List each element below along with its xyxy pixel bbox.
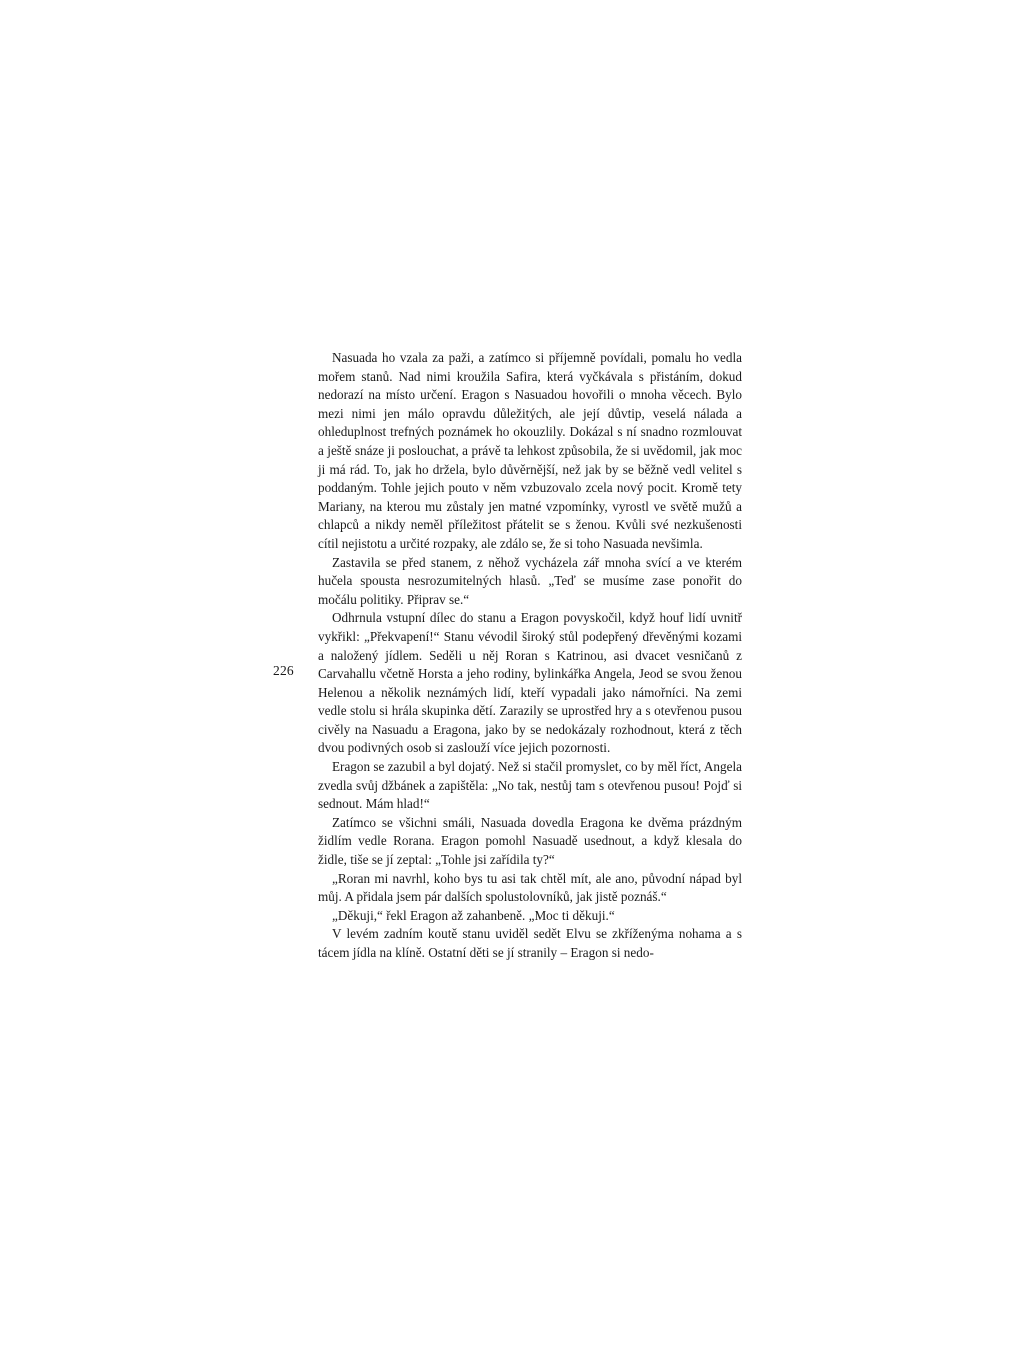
page-number: 226 (273, 663, 294, 678)
paragraph: „Roran mi navrhl, koho bys tu asi tak chtěl mít, ale ano, původní nápad byl můj. A přidala jsem pár dalších spolustolovníků, jak jistě poznáš.“ (318, 870, 742, 905)
paragraph: Zastavila se před stanem, z něhož vycházela zář mnoha svící a ve kterém hučela spousta nesrozumitelných hlasů. „Teď se musíme zase ponořit do močálu politiky. Připrav se.“ (318, 554, 742, 607)
paragraph: V levém zadním koutě stanu uviděl sedět Elvu se zkříženýma nohama a s tácem jídla na klíně. Ostatní děti se jí stranily – Eragon si nedo- (318, 926, 742, 960)
paragraph: „Děkuji,“ řekl Eragon až zahanbeně. „Moc ti děkuji.“ (332, 907, 615, 923)
body-text (318, 349, 742, 963)
paragraph: Eragon se zazubil a byl dojatý. Než si stačil promyslet, co by měl říct, Angela zvedla svůj džbánek a zapištěla: „No tak, nestůj tam s otevřenou pusou! Pojď si sednout. Mám hlad!“ (318, 759, 742, 812)
paragraph: Zatímco se všichni smáli, Nasuada dovedla Eragona ke dvěma prázdným židlím vedle Rorana. Eragon pomohl Nasuadě usednout, a když klesala do židle, tiše se jí zeptal: „Tohle jsi zařídila ty?“ (318, 814, 742, 868)
paragraph: Nasuada ho vzala za paži, a zatímco si příjemně povídali, pomalu ho vedla mořem stanů. Nad nimi kroužila Safira, která vyčkávala s přistáním, dokud nedorazí na místo určení. Eragon s Nasuadou hovořili o mnoha věcech. Bylo mezi nimi jen málo opravdu důležitých, ale její důvtip, veselá nálada a ohleduplnost trefných poznámek ho okouzlily. Dokázal s ní snadno rozmlouvat a ještě snáze ji poslouchat, a právě ta lehkost způsobila, že si uvědomil, jak moc ji má rád. To, jak ho držela, bylo důvěrnější, než jak by se běžně vedl velitel s poddaným. Tohle jejich pouto v něm vzbuzovalo zcela nový pocit. Kromě tety Mariany, na kterou mu zůstaly jen matné vzpomínky, vyrostl ve světě mužů a chlapců a nikdy neměl příležitost přátelit se s ženou. Kvůli své nezkušenosti cítil nejistotu a určité rozpaky, ale zdálo se, že si toho Nasuada nevšimla. (318, 350, 742, 551)
paragraph: Odhrnula vstupní dílec do stanu a Eragon povyskočil, když houf lidí uvnitř vykřikl: „Překvapení!“ Stanu vévodil široký stůl podepřený dřevěnými kozami a naložený jídlem. Seděli u něj Roran s Katrinou, asi dvacet vesničanů z Carvahallu včetně Horsta a jeho rodiny, bylinkářka Angela, Jeod se svou ženou Helenou a několik neznámých lidí, kteří vypadali jako námořníci. Na zemi vedle stolu si hrála skupinka dětí. Zarazily se uprostřed hry a s otevřenou pusou civěly na Nasuadu a Eragona, jako by se nedokázaly rozhodnout, která z těch dvou podivných osob si zaslouží více jejich pozornosti. (318, 610, 742, 756)
